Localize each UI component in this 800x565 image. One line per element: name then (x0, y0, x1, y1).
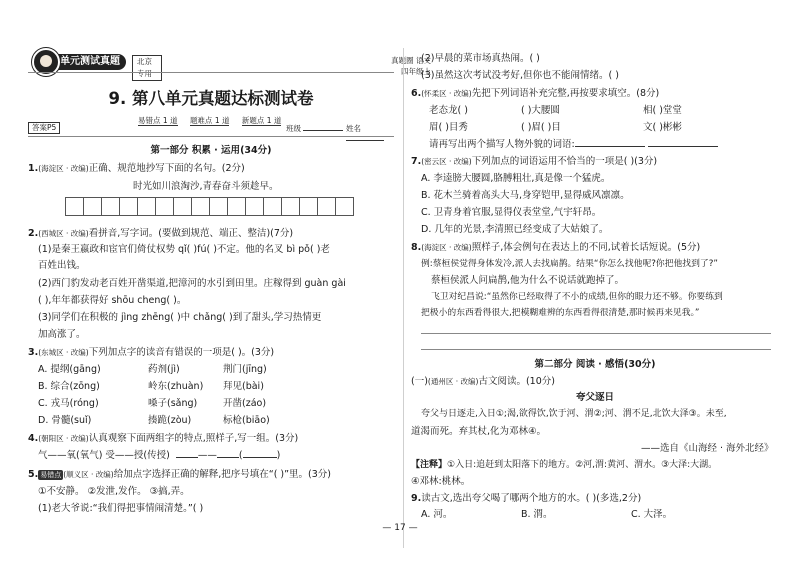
q3-b: B. 综合(zōng) (38, 381, 100, 392)
story-source: ——选自《山海经 · 海外北经》 (641, 443, 774, 454)
q8: 8.(海淀区 · 改编)照样子,体会例句在表达上的不同,试着长话短说。(5分) (411, 242, 701, 253)
q3-d: D. 骨髓(suǐ) (38, 415, 92, 426)
header-logo (32, 54, 162, 83)
name-blank[interactable] (346, 140, 384, 141)
q3-c2: 嗓子(sǎng) (148, 398, 198, 409)
series-label: 真题圈 语文 (391, 56, 431, 65)
q6-l1c: 相( )堂堂 (643, 105, 682, 116)
q8-answer-line-2[interactable] (421, 349, 771, 350)
q6: 6.(怀柔区 · 改编)先把下列词语补充完整,再按要求填空。(8分) (411, 88, 660, 99)
q2: 2.(西城区 · 改编)看拼音,写字词。(要做到规范、端正、整洁)(7分) (28, 228, 294, 239)
q8-answer-line-1[interactable] (421, 333, 771, 334)
q7-b: B. 花木兰骑着高头大马,身穿铠甲,显得威风凛凛。 (421, 190, 630, 201)
info-rule (28, 136, 394, 137)
column-divider (403, 48, 404, 548)
q8-line4: 把极小的东西看得很大,把模糊难辨的东西看得很清楚,那时候再来见我。” (421, 308, 700, 318)
section1: (一)(通州区 · 改编)古文阅读。(10分) (411, 376, 555, 387)
story-line2: 道渴而死。弃其杖,化为邓林④。 (411, 426, 547, 437)
class-blank[interactable] (303, 130, 343, 131)
tag-difficult: 题难点 1 道 (189, 116, 230, 125)
q3: 3.(东城区 · 改编)下列加点字的读音有错误的一项是( )。(3分) (28, 347, 275, 358)
q8-line3: 飞卫对纪昌说:“虽然你已经取得了不小的成绩,但你的眼力还不够。你要练到 (431, 292, 723, 302)
q3-c: C. 戎马(róng) (38, 398, 99, 409)
q7-d: D. 几年的光景,李清照已经变成了大姑娘了。 (421, 224, 609, 235)
grade-label: 四年级上 (401, 67, 431, 76)
tag-row (138, 115, 291, 126)
beijing-label: 北京专用 (132, 55, 162, 81)
q2-line1: (1)是秦王嬴政和宦官们倚仗权势 qǐ( )fú( )不定。他的名叉 bì pǒ( )老 (38, 244, 330, 255)
tag-new: 新题点 1 道 (241, 116, 282, 125)
q6-l2a: 眉( )目秀 (429, 122, 468, 133)
tag-easy-error: 易错点 1 道 (138, 116, 178, 125)
q9-c: C. 大泽。 (631, 509, 673, 520)
q3-d3: 标枪(biāo) (223, 415, 270, 426)
page-title: 9. 第八单元真题达标测试卷 (108, 89, 314, 108)
part1-title: 第一部分 积累 · 运用(34分) (150, 145, 272, 156)
header-rule (28, 72, 394, 73)
q6-l1b: ( )大腰圆 (521, 105, 560, 116)
q5-line1: (1)老大爷说:“我们得把事情闹清楚。”( ) (38, 503, 204, 514)
easy-error-badge: 易错点 (40, 471, 62, 479)
class-label: 班级 (286, 124, 301, 133)
q3-b3: 拜见(bài) (223, 381, 264, 392)
note-line1: 【注释】①入日:追赶到太阳落下的地方。②河,渭:黄河、渭水。③大泽:大湖。 (411, 460, 718, 470)
q3-c3: 开凿(záo) (223, 398, 267, 409)
answer-strip (28, 122, 64, 134)
logo-text: 单元测试真题圈 (50, 54, 126, 70)
q7-c: C. 卫青身着官服,显得仪表堂堂,气宇轩昂。 (421, 207, 602, 218)
q9-b: B. 渭。 (521, 509, 553, 520)
story-title: 夸父逐日 (575, 392, 614, 403)
q7-a: A. 李逵膀大腰圆,胳膊粗壮,真是像一个猛虎。 (421, 173, 611, 184)
q6-l2b: ( )眉( )目 (521, 122, 561, 133)
q6-l2c: 文( )彬彬 (643, 122, 682, 133)
page-number: — 17 — (382, 523, 418, 533)
q8-example: 例:蔡桓侯觉得身体发冷,派人去找扁鹊。结果“你怎么找他呢?你把他找到了?” (421, 259, 718, 269)
name-field (346, 123, 394, 143)
q1-poem: 时光如川浪淘沙,青春奋斗须趁早。 (133, 181, 279, 192)
q3-b2: 岭东(zhuàn) (148, 381, 204, 392)
q6-l1a: 老态龙( ) (429, 105, 468, 116)
answer-label: 答案P5 (28, 122, 60, 134)
q2-line3: (2)西门豹发动老百姓开凿渠道,把漳河的水引到田里。庄稼得到 guàn gài (38, 278, 346, 289)
q3-d2: 揍跪(zòu) (148, 415, 192, 426)
story-line1: 夸父与日逐走,入日①;渴,欲得饮,饮于河、渭②;河、渭不足,北饮大泽③。未至, (421, 409, 727, 419)
q8-example2: 蔡桓侯派人问扁鹊,他为什么不说话就跑掉了。 (431, 275, 625, 286)
q2-line6: 加高涨了。 (38, 329, 86, 340)
part2-title: 第二部分 阅读 · 感悟(30分) (534, 359, 656, 370)
q9: 9.读古文,选出夸父喝了哪两个地方的水。( )(多选,2分) (411, 493, 642, 504)
copy-grid[interactable] (66, 197, 354, 216)
q4-example: 气——氧(氧气) 受——授(传授) —— ( ) (38, 450, 281, 461)
q3-a2: 药剂(jì) (148, 364, 180, 375)
q5: 5. 易错点 (顺义区 · 改编)给加点字选择正确的解释,把序号填在“( )”里。(3分) (28, 469, 332, 480)
q7: 7.(密云区 · 改编)下列加点的词语运用不恰当的一项是( )(3分) (411, 156, 658, 167)
note-line2: ④邓林:桃林。 (411, 476, 471, 487)
q4: 4.(朝阳区 · 改编)认真观察下面两组字的特点,照样子,写一组。(3分) (28, 433, 299, 444)
q1: 1.(海淀区 · 改编)正确、规范地抄写下面的名句。(2分) (28, 163, 245, 174)
class-field (286, 123, 343, 134)
q3-a: A. 提纲(gāng) (38, 364, 101, 375)
q5-line3: (3)虽然这次考试没考好,但你也不能闹情绪。( ) (421, 70, 619, 81)
q5-options: ①不安静。 ②发泄,发作。 ③搞,弄。 (38, 486, 190, 497)
q3-a3: 荆门(jīng) (223, 364, 267, 375)
q2-line5: (3)同学们在积极的 jìng zhēng( )中 chǎng( )到了甜头,学习热情更 (38, 312, 322, 323)
q6-l3: 请再写出两个描写人物外貌的词语: (429, 138, 718, 151)
name-label: 姓名 (346, 124, 361, 133)
q5-line2: (2)早晨的菜市场真热闹。( ) (421, 53, 540, 64)
q2-line2: 百姓出钱。 (38, 260, 86, 271)
q9-a: A. 河。 (421, 509, 453, 520)
q2-line4: ( ),年年都获得好 shōu cheng( )。 (38, 295, 187, 306)
